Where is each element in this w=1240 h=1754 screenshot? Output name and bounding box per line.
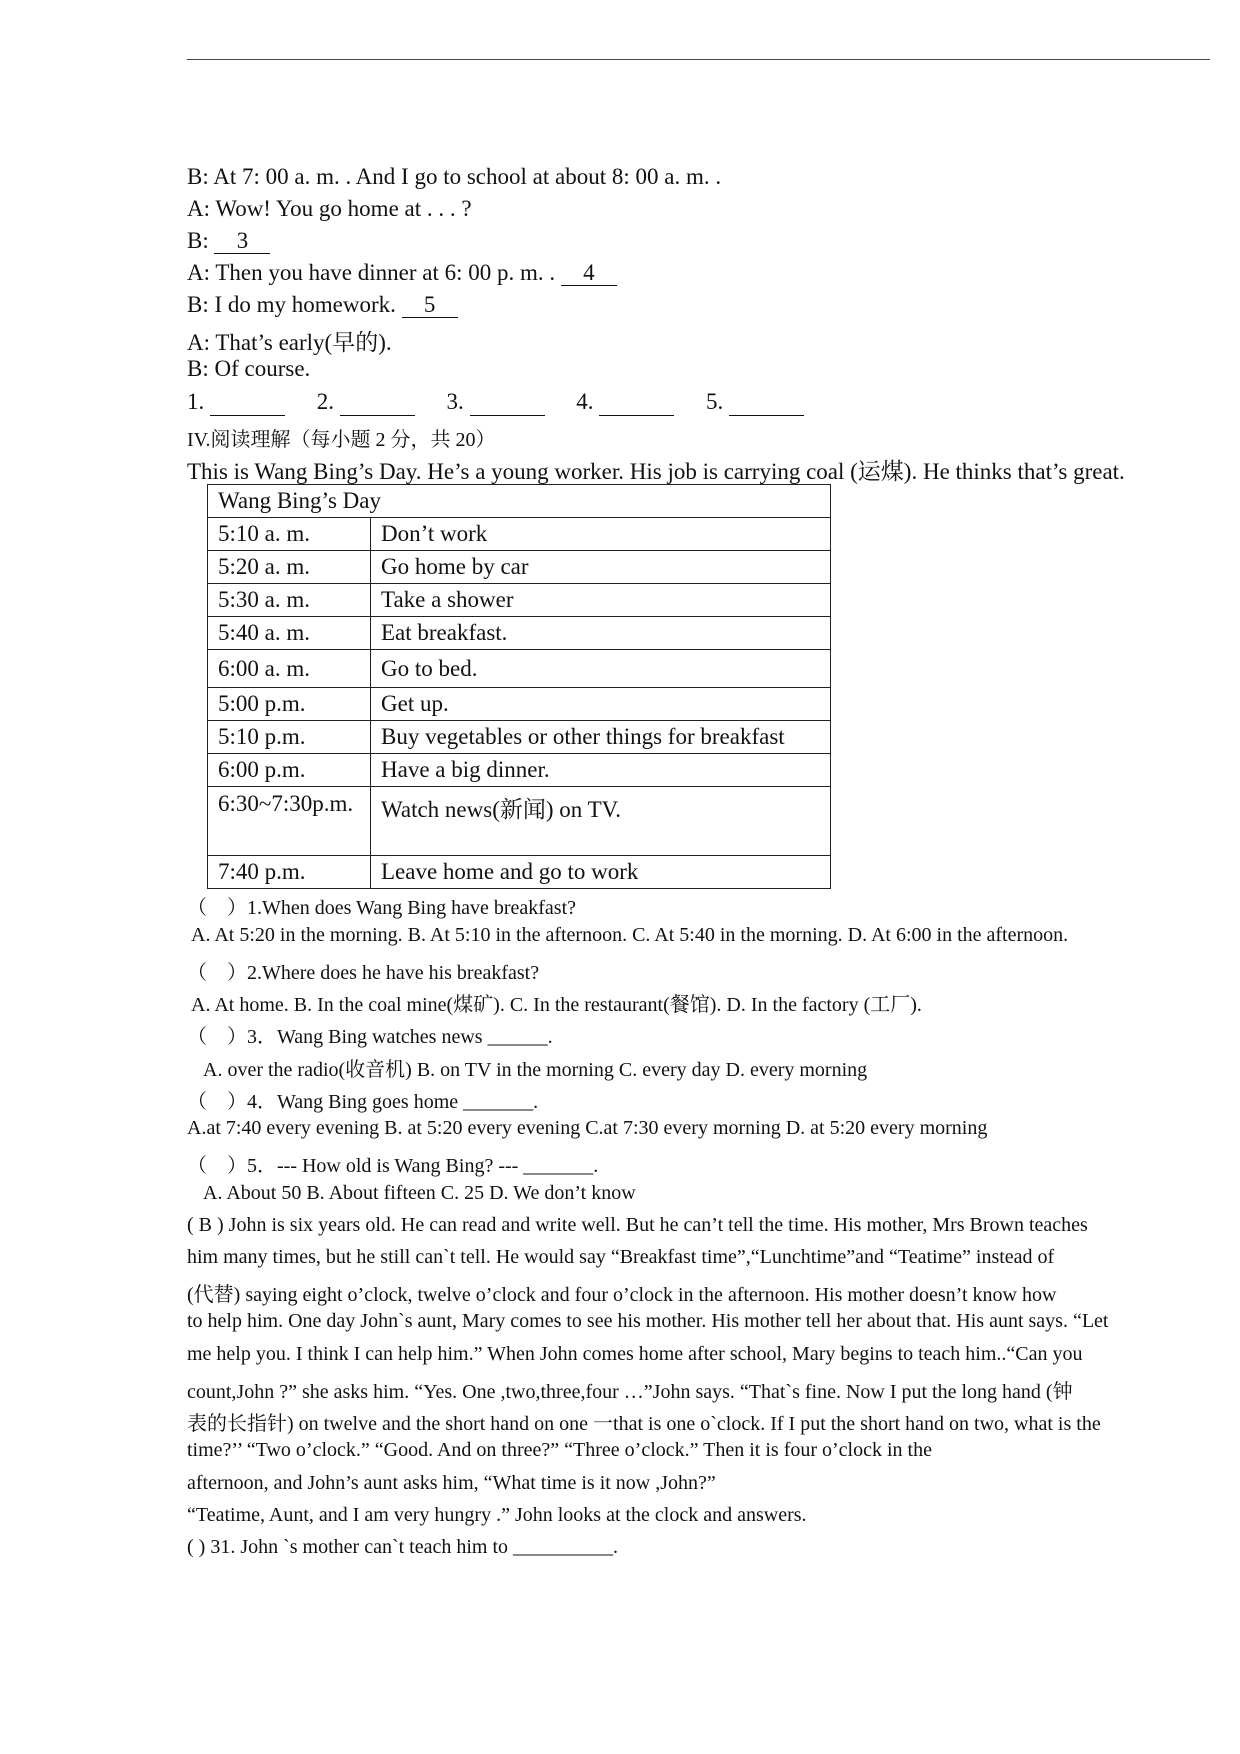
dialogue-blank[interactable]: 3 — [214, 229, 270, 254]
table-row — [208, 754, 831, 787]
passage-line: 表的长指针) on twelve and the short hand on one 一that is one o`clock. If I put the short hand on two, what is the — [187, 1413, 1101, 1435]
question-options: A. At 5:20 in the morning. B. At 5:10 in the afternoon. C. At 5:40 in the morning. D. At 6:00 in the afternoon. — [191, 924, 1069, 946]
section-title: IV.阅读理解（每小题 2 分，共 20） — [187, 429, 496, 451]
schedule-time: 7:40 p.m. — [208, 856, 371, 889]
question-stem: （ ）3．Wang Bing watches news ______. — [187, 1026, 553, 1048]
passage-line: afternoon, and John’s aunt asks him, “What time is it now ,John?” — [187, 1472, 716, 1494]
question-stem: （ ）2.Where does he have his breakfast? — [187, 962, 540, 984]
question-stem: （ ）1.When does Wang Bing have breakfast? — [187, 897, 577, 919]
passage-line: ( B ) John is six years old. He can read and write well. But he can’t tell the time. His mother, Mrs Brown teaches — [187, 1214, 1088, 1236]
schedule-activity: Don’t work — [371, 518, 831, 551]
schedule-activity: Eat breakfast. — [371, 617, 831, 650]
schedule-time: 5:30 a. m. — [208, 584, 371, 617]
passage-line: to help him. One day John`s aunt, Mary comes to see his mother. His mother tell her about that. His aunt says. “Let — [187, 1310, 1109, 1332]
schedule-time: 6:00 a. m. — [208, 650, 371, 688]
question-stem: （ ）4．Wang Bing goes home _______. — [187, 1091, 539, 1113]
question-stem: ( ) 31. John `s mother can`t teach him to __________. — [187, 1536, 619, 1558]
schedule-time: 5:40 a. m. — [208, 617, 371, 650]
schedule-time: 6:00 p.m. — [208, 754, 371, 787]
schedule-time: 5:10 p.m. — [208, 721, 371, 754]
dialogue-line: B: I do my homework. 5 — [187, 292, 458, 318]
answer-slots: 1. 2. 3. 4. 5. — [187, 389, 804, 416]
dialogue-blank[interactable]: 5 — [402, 293, 458, 318]
dialogue-line: B: Of course. — [187, 356, 311, 381]
schedule-time: 6:30~7:30p.m. — [208, 787, 371, 856]
schedule-activity: Buy vegetables or other things for breakfast — [371, 721, 831, 754]
passage-line: (代替) saying eight o’clock, twelve o’clock and four o’clock in the afternoon. His mother doesn’t know how — [187, 1284, 1057, 1306]
schedule-activity: Go to bed. — [371, 650, 831, 688]
table-row — [208, 721, 831, 754]
dialogue-line: A: Wow! You go home at . . . ? — [187, 196, 472, 221]
table-row — [208, 617, 831, 650]
dialogue-line: A: That’s early(早的). — [187, 330, 392, 355]
schedule-activity: Go home by car — [371, 551, 831, 584]
schedule-title: Wang Bing’s Day — [208, 485, 831, 518]
schedule-activity: Take a shower — [371, 584, 831, 617]
header-rule — [187, 59, 1210, 60]
question-options: A.at 7:40 every evening B. at 5:20 every evening C.at 7:30 every morning D. at 5:20 every morning — [187, 1117, 988, 1139]
schedule-activity: Get up. — [371, 688, 831, 721]
schedule-activity: Have a big dinner. — [371, 754, 831, 787]
passage-line: time?’’ “Two o’clock.” “Good. And on three?” “Three o’clock.” Then it is four o’clock in the — [187, 1439, 932, 1461]
schedule-table — [207, 484, 831, 889]
answer-blank[interactable] — [340, 389, 415, 416]
table-row — [208, 787, 831, 856]
table-row — [208, 518, 831, 551]
passage-line: “Teatime, Aunt, and I am very hungry .” John looks at the clock and answers. — [187, 1504, 807, 1526]
passage-line: him many times, but he still can`t tell. He would say “Breakfast time”,“Lunchtime”and “Teatime” instead of — [187, 1246, 1055, 1268]
question-stem: （ ）5．--- How old is Wang Bing? --- _______. — [187, 1155, 599, 1177]
passage-line: count,John ?” she asks him. “Yes. One ,two,three,four …”John says. “That`s fine. Now I put the long hand (钟 — [187, 1381, 1073, 1403]
answer-blank[interactable] — [470, 389, 545, 416]
dialogue-line: B: 3 — [187, 228, 270, 254]
dialogue-line: A: Then you have dinner at 6: 00 p. m. . 4 — [187, 260, 617, 286]
answer-blank[interactable] — [599, 389, 674, 416]
answer-blank[interactable] — [210, 389, 285, 416]
dialogue-blank[interactable]: 4 — [561, 261, 617, 286]
table-row — [208, 856, 831, 889]
question-options: A. over the radio(收音机) B. on TV in the morning C. every day D. every morning — [203, 1059, 868, 1081]
table-row — [208, 688, 831, 721]
question-options: A. At home. B. In the coal mine(煤矿). C. In the restaurant(餐馆). D. In the factory (工厂). — [191, 994, 922, 1016]
question-options: A. About 50 B. About fifteen C. 25 D. We don’t know — [203, 1182, 636, 1204]
schedule-activity: Watch news(新闻) on TV. — [371, 787, 831, 856]
answer-blank[interactable] — [729, 389, 804, 416]
passage-line: me help you. I think I can help him.” When John comes home after school, Mary begins to teach him..“Can you — [187, 1343, 1083, 1365]
schedule-activity: Leave home and go to work — [371, 856, 831, 889]
table-row — [208, 650, 831, 688]
table-row — [208, 551, 831, 584]
intro-paragraph: This is Wang Bing’s Day. He’s a young worker. His job is carrying coal (运煤). He thinks that’s great. — [187, 459, 1125, 484]
table-row — [208, 584, 831, 617]
schedule-time: 5:20 a. m. — [208, 551, 371, 584]
dialogue-line: B: At 7: 00 a. m. . And I go to school at about 8: 00 a. m. . — [187, 164, 722, 189]
schedule-time: 5:00 p.m. — [208, 688, 371, 721]
schedule-time: 5:10 a. m. — [208, 518, 371, 551]
